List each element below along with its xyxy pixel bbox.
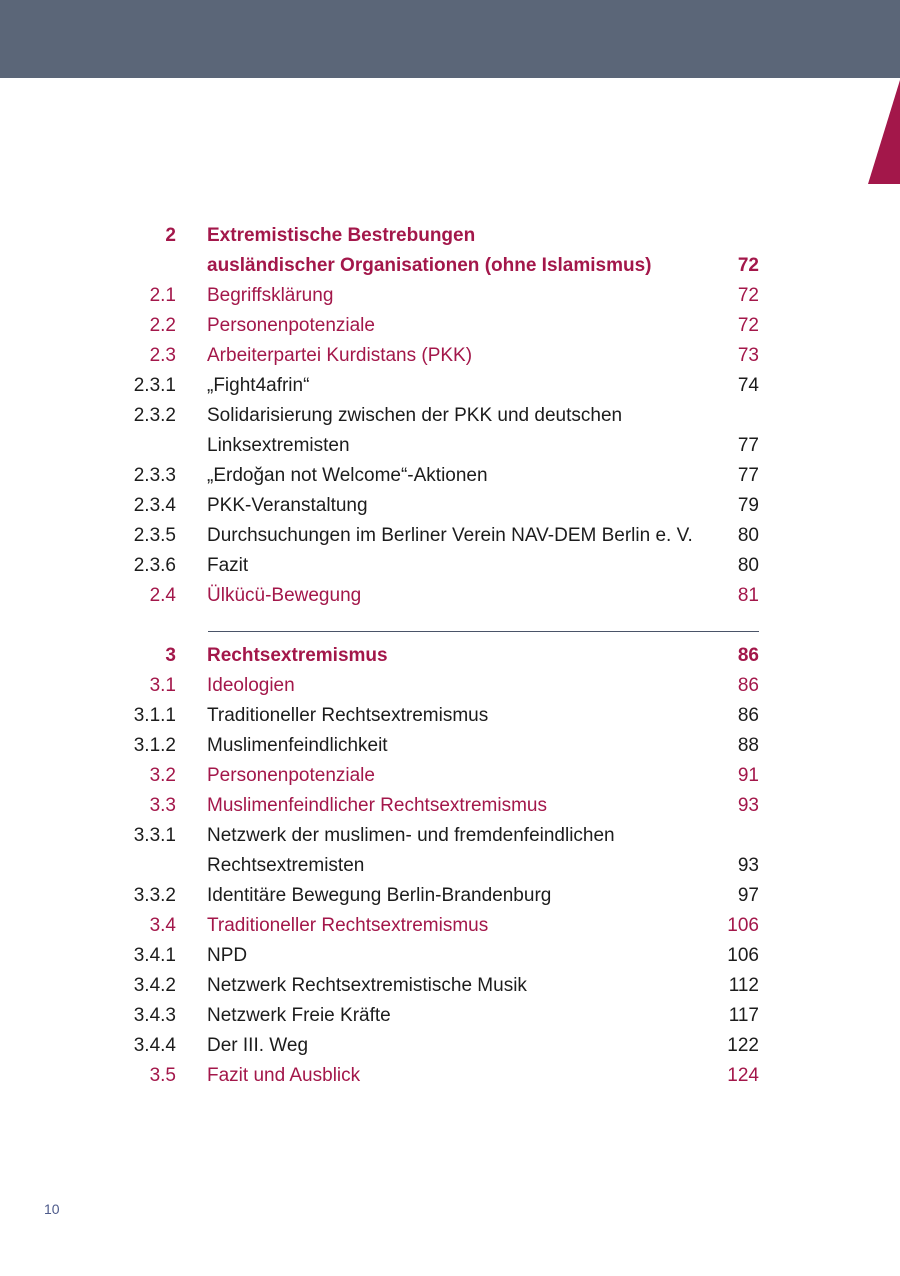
toc-entry-title: Rechtsextremismus — [207, 645, 388, 666]
toc-entry-number: 3.4.1 — [133, 945, 176, 966]
toc-entry-number: 2.4 — [149, 585, 176, 606]
toc-entry[interactable] — [0, 401, 900, 431]
header-band — [0, 0, 900, 78]
toc-entry-page: 106 — [727, 945, 759, 966]
toc-entry[interactable] — [0, 311, 900, 341]
toc-entry-title: Traditioneller Rechtsextremismus — [207, 705, 489, 726]
toc-entry[interactable] — [0, 881, 900, 911]
toc-entry-page: 124 — [727, 1065, 759, 1086]
toc-entry[interactable] — [0, 581, 900, 611]
toc-entry[interactable] — [0, 701, 900, 731]
toc-entry[interactable] — [0, 761, 900, 791]
toc-entry-page: 91 — [737, 765, 759, 786]
toc-entry[interactable] — [0, 971, 900, 1001]
toc-entry-number: 3.2 — [149, 765, 176, 786]
toc-entry-title: „Erdoğan not Welcome“-Aktionen — [207, 465, 488, 486]
toc-entry[interactable] — [0, 461, 900, 491]
toc-entry-page: 80 — [737, 555, 759, 576]
toc-entry-page: 106 — [727, 915, 759, 936]
toc-entry-number: 2 — [165, 225, 176, 246]
toc-entry-title: Extremistische Bestrebungen — [207, 225, 476, 246]
toc-entry-number: 3.3.1 — [133, 825, 176, 846]
toc-entry-title: PKK-Veranstaltung — [207, 495, 368, 516]
toc-entry-number: 3.4.2 — [133, 975, 176, 996]
toc-entry[interactable] — [0, 521, 900, 551]
corner-tab-marker — [868, 80, 900, 184]
toc-entry[interactable] — [0, 641, 900, 671]
toc-entry-number: 2.3.2 — [133, 405, 176, 426]
toc-entry-number: 3.4.3 — [133, 1005, 176, 1026]
toc-entry-title: Personenpotenziale — [207, 315, 375, 336]
toc-entry[interactable] — [0, 851, 900, 881]
toc-entry-title: Traditioneller Rechtsextremismus — [207, 915, 489, 936]
toc-entry[interactable] — [0, 371, 900, 401]
toc-entry-number: 3 — [165, 645, 176, 666]
toc-entry-page: 93 — [737, 795, 759, 816]
toc-entry-page: 122 — [727, 1035, 759, 1056]
toc-entry-page: 79 — [737, 495, 759, 516]
toc-entry-page: 73 — [737, 345, 759, 366]
toc-entry[interactable] — [0, 791, 900, 821]
toc-entry-page: 77 — [737, 435, 759, 456]
toc-entry-title: Solidarisierung zwischen der PKK und deutschen — [207, 405, 623, 426]
toc-entry-number: 3.1.2 — [133, 735, 176, 756]
toc-entry-title: ausländischer Organisationen (ohne Islamismus) — [207, 255, 652, 276]
toc-entry-number: 3.5 — [149, 1065, 176, 1086]
toc-entry-number: 3.4.4 — [133, 1035, 176, 1056]
toc-entry[interactable] — [0, 821, 900, 851]
toc-entry-page: 72 — [737, 285, 759, 306]
toc-entry-title: Der III. Weg — [207, 1035, 309, 1056]
toc-entry-number: 2.3.1 — [133, 375, 176, 396]
toc-entry-page: 117 — [728, 1005, 759, 1026]
toc-entry-title: Identitäre Bewegung Berlin-Brandenburg — [207, 885, 552, 906]
toc-entry[interactable] — [0, 1001, 900, 1031]
toc-entry-title: Muslimenfeindlichkeit — [207, 735, 388, 756]
toc-entry-title: Arbeiterpartei Kurdistans (PKK) — [207, 345, 473, 366]
toc-entry[interactable] — [0, 1061, 900, 1091]
toc-entry-page: 112 — [728, 975, 759, 996]
toc-entry-page: 81 — [737, 585, 759, 606]
toc-entry-page: 74 — [737, 375, 759, 396]
toc-entry-number: 3.4 — [149, 915, 176, 936]
toc-entry-number: 2.3.5 — [133, 525, 176, 546]
toc-entry-title: Fazit und Ausblick — [207, 1065, 361, 1086]
toc-entry-number: 3.3.2 — [133, 885, 176, 906]
toc-entry-number: 3.3 — [149, 795, 176, 816]
toc-entry-title: „Fight4afrin“ — [207, 375, 310, 396]
toc-entry[interactable] — [0, 341, 900, 371]
toc-entry-number: 2.1 — [149, 285, 176, 306]
toc-entry[interactable] — [0, 281, 900, 311]
toc-entry-page: 77 — [737, 465, 759, 486]
toc-entry-page: 86 — [737, 675, 759, 696]
toc-entry-number: 2.3 — [149, 345, 176, 366]
toc-entry[interactable] — [0, 491, 900, 521]
toc-entry-title: Ülkücü-Bewegung — [207, 585, 362, 606]
section-divider — [208, 631, 759, 632]
toc-entry-number: 2.2 — [149, 315, 176, 336]
toc-entry-page: 97 — [737, 885, 759, 906]
toc-entry[interactable] — [0, 731, 900, 761]
toc-entry-title: Rechtsextremisten — [207, 855, 365, 876]
toc-entry-title: Personenpotenziale — [207, 765, 375, 786]
toc-entry[interactable] — [0, 911, 900, 941]
toc-entry[interactable] — [0, 941, 900, 971]
toc-entry-title: Begriffsklärung — [207, 285, 334, 306]
toc-entry-title: Fazit — [207, 555, 249, 576]
toc-entry-title: Netzwerk der muslimen- und fremdenfeindlichen — [207, 825, 615, 846]
toc-entry-title: Durchsuchungen im Berliner Verein NAV-DEM Berlin e. V. — [207, 525, 693, 546]
toc-entry-number: 3.1.1 — [133, 705, 176, 726]
toc-entry[interactable] — [0, 1031, 900, 1061]
toc-entry-title: Muslimenfeindlicher Rechtsextremismus — [207, 795, 547, 816]
page-number: 10 — [44, 1201, 60, 1217]
toc-entry-number: 2.3.6 — [133, 555, 176, 576]
toc-entry[interactable] — [0, 551, 900, 581]
toc-entry-title: Netzwerk Freie Kräfte — [207, 1005, 391, 1026]
toc-entry[interactable] — [0, 671, 900, 701]
toc-entry[interactable] — [0, 251, 900, 281]
toc-entry-number: 2.3.3 — [133, 465, 176, 486]
toc-entry[interactable] — [0, 221, 900, 251]
toc-entry-page: 86 — [737, 645, 759, 666]
toc-entry-page: 72 — [737, 255, 759, 276]
toc-entry-title: Linksextremisten — [207, 435, 350, 456]
toc-entry-number: 3.1 — [149, 675, 176, 696]
toc-entry-title: NPD — [207, 945, 248, 966]
toc-entry-page: 80 — [737, 525, 759, 546]
toc-entry-title: Ideologien — [207, 675, 295, 696]
toc-entry-page: 88 — [737, 735, 759, 756]
toc-entry-page: 72 — [737, 315, 759, 336]
toc-entry-title: Netzwerk Rechtsextremistische Musik — [207, 975, 527, 996]
toc-entry-page: 93 — [737, 855, 759, 876]
toc-entry-page: 86 — [737, 705, 759, 726]
toc-entry-number: 2.3.4 — [133, 495, 176, 516]
toc-entry[interactable] — [0, 431, 900, 461]
